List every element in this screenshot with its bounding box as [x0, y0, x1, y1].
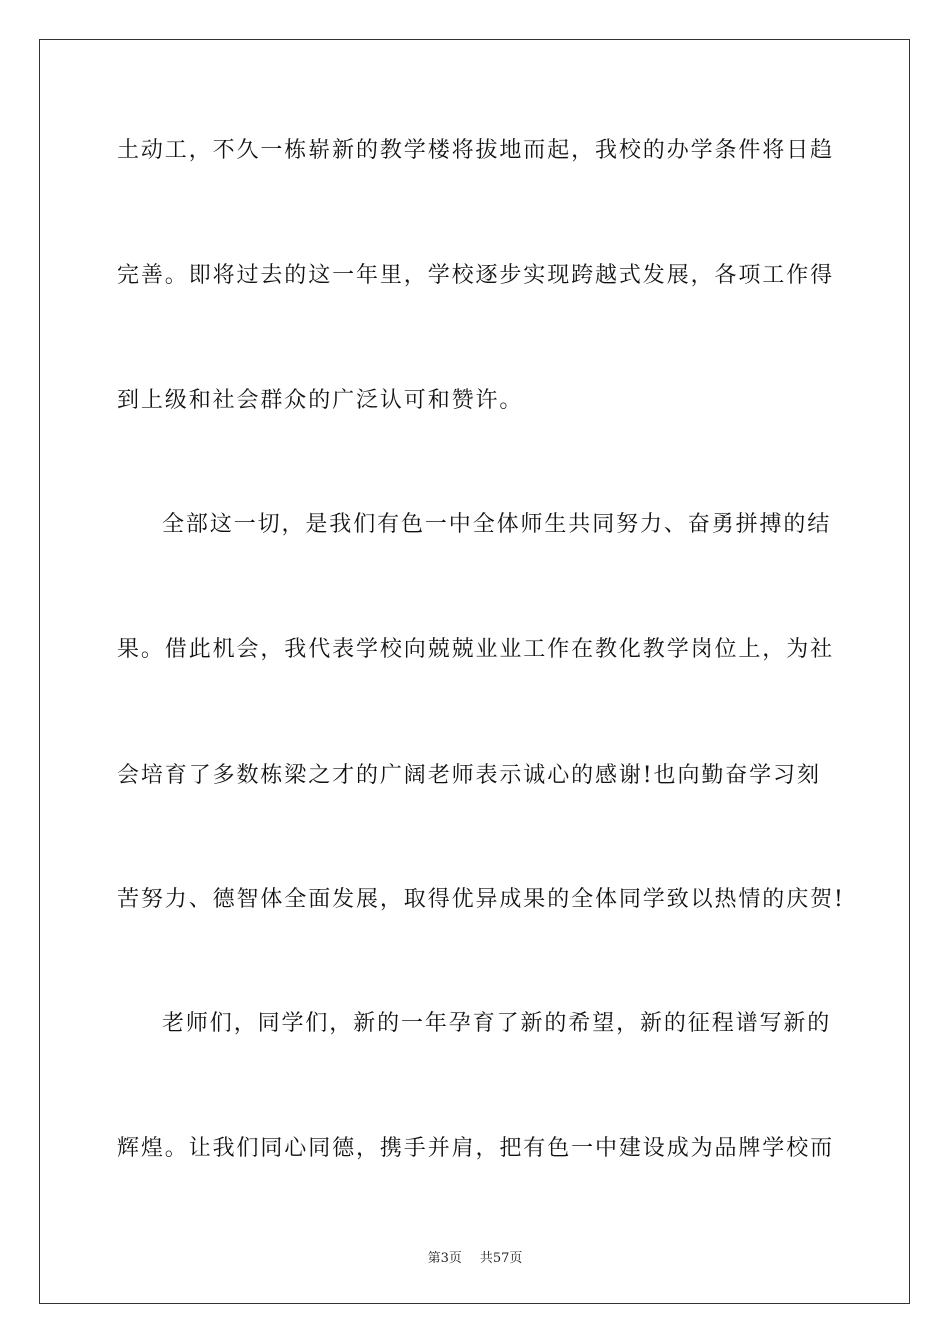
text-line: 土动工，不久一栋崭新的教学楼将拔地而起，我校的办学条件将日趋 — [117, 138, 835, 163]
paragraph-first-line: 老师们，同学们，新的一年孕育了新的希望，新的征程谱写新的 — [162, 1011, 832, 1036]
page-footer — [0, 1247, 950, 1266]
text-line: 完善。即将过去的这一年里，学校逐步实现跨越式发展，各项工作得 — [117, 263, 835, 288]
text-line: 果。借此机会，我代表学校向兢兢业业工作在教化教学岗位上，为社 — [117, 637, 835, 662]
text-line: 辉煌。让我们同心同德，携手并肩，把有色一中建设成为品牌学校而 — [117, 1136, 835, 1161]
paragraph-first-line: 全部这一切，是我们有色一中全体师生共同努力、奋勇拼搏的结 — [162, 512, 832, 537]
text-line: 到上级和社会群众的广泛认可和赞许。 — [117, 388, 524, 413]
page-total: 共57页 — [479, 1251, 523, 1266]
page-number: 第3页 — [427, 1251, 462, 1266]
text-line: 会培育了多数栋梁之才的广阔老师表示诚心的感谢!也向勤奋学习刻 — [117, 763, 821, 788]
text-line: 苦努力、德智体全面发展，取得优异成果的全体同学致以热情的庆贺! — [117, 887, 845, 912]
page-border — [39, 39, 910, 1304]
